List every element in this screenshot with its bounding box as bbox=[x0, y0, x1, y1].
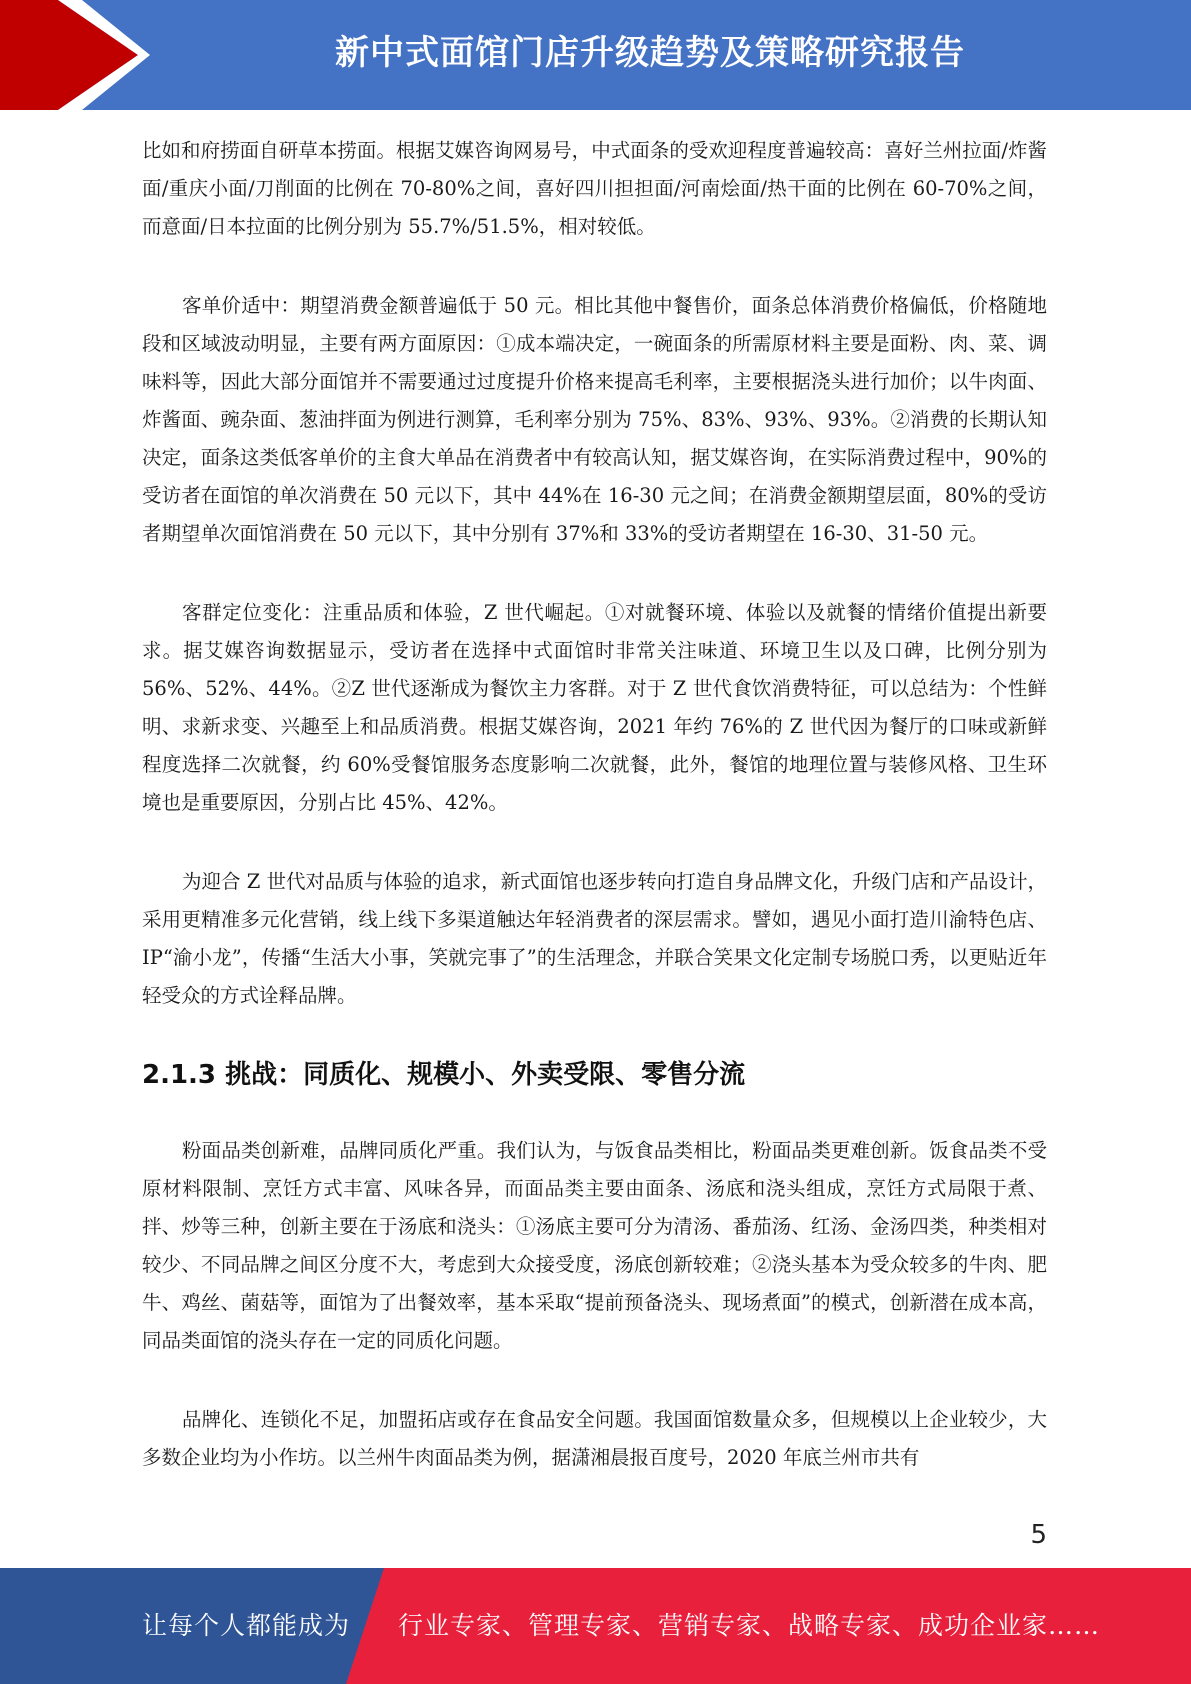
page-content bbox=[142, 132, 1047, 1518]
page-footer bbox=[0, 1568, 1191, 1684]
body-paragraph: 比如和府捞面自研草本捞面。根据艾媒咨询网易号，中式面条的受欢迎程度普遍较高：喜好兰州拉面/炸酱面/重庆小面/刀削面的比例在 70-80%之间，喜好四川担担面/河南烩面/热干面的比例在 60-70%之间，而意面/日本拉面的比例分别为 55.7%/51.5%，相对较低。 bbox=[142, 139, 1047, 238]
body-paragraph: 粉面品类创新难，品牌同质化严重。我们认为，与饭食品类相比，粉面品类更难创新。饭食品类不受原材料限制、烹饪方式丰富、风味各异，而面品类主要由面条、汤底和浇头组成，烹饪方式局限于煮、拌、炒等三种，创新主要在于汤底和浇头：①汤底主要可分为清汤、番茄汤、红汤、金汤四类，种类相对较少、不同品牌之间区分度不大，考虑到大众接受度，汤底创新较难；②浇头基本为受众较多的牛肉、肥牛、鸡丝、菌菇等，面馆为了出餐效率，基本采取“提前预备浇头、现场煮面”的模式，创新潜在成本高，同品类面馆的浇头存在一定的同质化问题。 bbox=[142, 1139, 1047, 1352]
page-header bbox=[0, 0, 1191, 110]
body-paragraph: 客群定位变化：注重品质和体验，Z 世代崛起。①对就餐环境、体验以及就餐的情绪价值提出新要求。据艾媒咨询数据显示，受访者在选择中式面馆时非常关注味道、环境卫生以及口碑，比例分别为 56%、52%、44%。②Z 世代逐渐成为餐饮主力客群。对于 Z 世代食饮消费特征，可以总结为：个性鲜明、求新求变、兴趣至上和品质消费。根据艾媒咨询，2021 年约 76%的 Z 世代因为餐厅的口味或新鲜程度选择二次就餐，约 60%受餐馆服务态度影响二次就餐，此外，餐馆的地理位置与装修风格、卫生环境也是重要原因，分别占比 45%、42%。 bbox=[142, 601, 1047, 814]
body-paragraph: 品牌化、连锁化不足，加盟拓店或存在食品安全问题。我国面馆数量众多，但规模以上企业较少，大多数企业均为小作坊。以兰州牛肉面品类为例，据潇湘晨报百度号，2020 年底兰州市共有 bbox=[142, 1408, 1047, 1469]
footer-slogan-right: 行业专家、管理专家、营销专家、战略专家、成功企业家…… bbox=[398, 1611, 1101, 1640]
body-paragraph: 客单价适中：期望消费金额普遍低于 50 元。相比其他中餐售价，面条总体消费价格偏低，价格随地段和区域波动明显，主要有两方面原因：①成本端决定，一碗面条的所需原材料主要是面粉、肉、菜、调味料等，因此大部分面馆并不需要通过过度提升价格来提高毛利率，主要根据浇头进行加价；以牛肉面、炸酱面、豌杂面、葱油拌面为例进行测算，毛利率分别为 75%、83%、93%、93%。②消费的长期认知决定，面条这类低客单价的主食大单品在消费者中有较高认知，据艾媒咨询，在实际消费过程中，90%的受访者在面馆的单次消费在 50 元以下，其中 44%在 16-30 元之间；在消费金额期望层面，80%的受访者期望单次面馆消费在 50 元以下，其中分别有 37%和 33%的受访者期望在 16-30、31-50 元。 bbox=[142, 294, 1047, 545]
page-number: 5 bbox=[1030, 1520, 1047, 1550]
body-paragraph: 为迎合 Z 世代对品质与体验的追求，新式面馆也逐步转向打造自身品牌文化，升级门店和产品设计，采用更精准多元化营销，线上线下多渠道触达年轻消费者的深层需求。譬如，遇见小面打造川渝特色店、IP“渝小龙”，传播“生活大小事，笑就完事了”的生活理念，并联合笑果文化定制专场脱口秀，以更贴近年轻受众的方式诠释品牌。 bbox=[142, 870, 1047, 1007]
section-heading: 2.1.3 挑战：同质化、规模小、外卖受限、零售分流 bbox=[142, 1060, 746, 1090]
footer-slogan-left: 让每个人都能成为 bbox=[142, 1611, 351, 1640]
document-title: 新中式面馆门店升级趋势及策略研究报告 bbox=[335, 33, 965, 73]
